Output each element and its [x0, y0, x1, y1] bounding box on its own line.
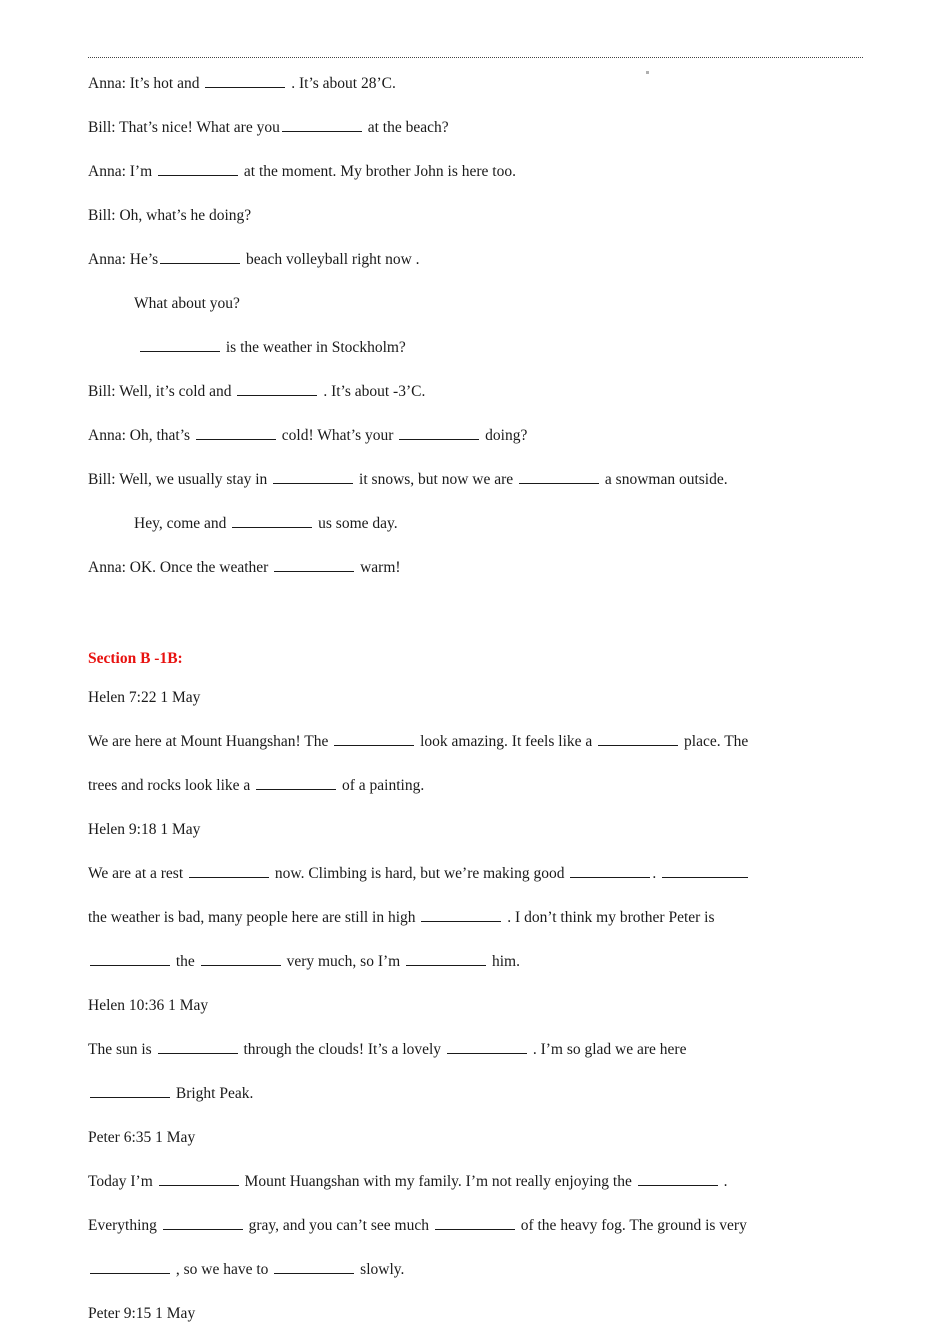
dialogue-text: Anna: I’m	[88, 163, 153, 180]
post-author-time: Helen 7:22 1 May	[88, 689, 201, 706]
dialogue-text: at the beach?	[367, 119, 449, 136]
dialogue-text: warm!	[360, 559, 401, 576]
section-b	[88, 642, 868, 1336]
header-dotted-rule	[88, 57, 863, 58]
fill-in-blank[interactable]	[282, 116, 362, 132]
dialogue-text: doing?	[485, 427, 528, 444]
post-text: him.	[491, 953, 520, 970]
document-content	[88, 62, 868, 1336]
dialogue-line-bill-4b	[88, 502, 868, 546]
post-row	[88, 852, 868, 896]
fill-in-blank[interactable]	[237, 380, 317, 396]
post-text: slowly.	[360, 1261, 405, 1278]
fill-in-blank[interactable]	[201, 950, 281, 966]
fill-in-blank[interactable]	[256, 774, 336, 790]
fill-in-blank[interactable]	[598, 730, 678, 746]
fill-in-blank[interactable]	[196, 424, 276, 440]
fill-in-blank[interactable]	[232, 512, 312, 528]
dialogue-text: Bill: Well, it’s cold and	[88, 383, 232, 400]
post-text: Today I’m	[88, 1173, 153, 1190]
post-text: trees and rocks look like a	[88, 777, 251, 794]
post-row	[88, 720, 868, 764]
post-author-time: Peter 9:15 1 May	[88, 1305, 196, 1322]
fill-in-blank[interactable]	[189, 862, 269, 878]
dialogue-text: it snows, but now we are	[359, 471, 514, 488]
fill-in-blank[interactable]	[158, 1038, 238, 1054]
dialogue-text: Bill: Well, we usually stay in	[88, 471, 268, 488]
post-row	[88, 1072, 868, 1116]
dialogue-text: Anna: It’s hot and	[88, 75, 200, 92]
post-text: gray, and you can’t see much	[248, 1217, 429, 1234]
dialogue-line-anna-5	[88, 546, 868, 590]
post-text: the weather is bad, many people here are still in high	[88, 909, 416, 926]
post-text: . I don’t think my brother Peter is	[507, 909, 715, 926]
post-row	[88, 1028, 868, 1072]
post-text: of a painting.	[342, 777, 425, 794]
fill-in-blank[interactable]	[399, 424, 479, 440]
dialogue-line-anna-2	[88, 150, 868, 194]
post-text: .	[652, 865, 657, 882]
fill-in-blank[interactable]	[447, 1038, 527, 1054]
post-text: the	[175, 953, 195, 970]
dialogue-text: cold! What’s your	[281, 427, 394, 444]
fill-in-blank[interactable]	[160, 248, 240, 264]
fill-in-blank[interactable]	[90, 950, 170, 966]
post-row	[88, 896, 868, 940]
post-row	[88, 764, 868, 808]
fill-in-blank[interactable]	[638, 1170, 718, 1186]
dialogue-line-anna-3b	[88, 282, 868, 326]
post-text: place. The	[684, 733, 749, 750]
post-text: look amazing. It feels like a	[420, 733, 593, 750]
post-row	[88, 940, 868, 984]
post-text: Bright Peak.	[175, 1085, 254, 1102]
dialogue-text: Bill: Oh, what’s he doing?	[88, 207, 252, 224]
post-author-time: Helen 9:18 1 May	[88, 821, 201, 838]
post-text: . I’m so glad we are here	[532, 1041, 687, 1058]
post-text: We are here at Mount Huangshan! The	[88, 733, 329, 750]
dialogue-line-bill-1	[88, 106, 868, 150]
fill-in-blank[interactable]	[274, 556, 354, 572]
fill-in-blank[interactable]	[519, 468, 599, 484]
dialogue-line-anna-4	[88, 414, 868, 458]
post-row	[88, 1248, 868, 1292]
post-row	[88, 1204, 868, 1248]
fill-in-blank[interactable]	[159, 1170, 239, 1186]
post-text: Everything	[88, 1217, 157, 1234]
dialogue-text: . It’s about 28’C.	[291, 75, 396, 92]
dialogue-line-anna-1	[88, 62, 868, 106]
post-text: through the clouds! It’s a lovely	[243, 1041, 442, 1058]
post-row	[88, 1160, 868, 1204]
dialogue-line-bill-4	[88, 458, 868, 502]
dialogue-line-bill-3	[88, 370, 868, 414]
post-body	[88, 1028, 868, 1116]
post-body	[88, 1160, 868, 1292]
dialogue-text: is the weather in Stockholm?	[225, 339, 406, 356]
fill-in-blank[interactable]	[274, 1258, 354, 1274]
dialogue-text: Anna: He’s	[88, 251, 159, 268]
post-text: now. Climbing is hard, but we’re making good	[274, 865, 565, 882]
dialogue-text: Anna: Oh, that’s	[88, 427, 191, 444]
fill-in-blank[interactable]	[273, 468, 353, 484]
dialogue-text: beach volleyball right now .	[246, 251, 420, 268]
dialogue-line-anna-3	[88, 238, 868, 282]
post-text: The sun is	[88, 1041, 152, 1058]
dialogue-line-anna-3c	[88, 326, 868, 370]
dialogue-text: . It’s about -3’C.	[323, 383, 426, 400]
post-text: very much, so I’m	[286, 953, 401, 970]
fill-in-blank[interactable]	[406, 950, 486, 966]
fill-in-blank[interactable]	[140, 336, 220, 352]
dialogue-text: a snowman outside.	[604, 471, 728, 488]
post-author-time: Helen 10:36 1 May	[88, 997, 209, 1014]
dialogue-text: Anna: OK. Once the weather	[88, 559, 269, 576]
post-author-time: Peter 6:35 1 May	[88, 1129, 196, 1146]
fill-in-blank[interactable]	[90, 1082, 170, 1098]
post-text: , so we have to	[175, 1261, 269, 1278]
fill-in-blank[interactable]	[662, 862, 748, 878]
dialogue-text: Bill: That’s nice! What are you	[88, 119, 280, 136]
section-spacer	[88, 590, 868, 642]
dialogue-line-bill-2	[88, 194, 868, 238]
dialogue-text: Hey, come and	[134, 515, 227, 532]
post-text: of the heavy fog. The ground is very	[520, 1217, 747, 1234]
dialogue-text: at the moment. My brother John is here too.	[243, 163, 516, 180]
fill-in-blank[interactable]	[158, 160, 238, 176]
post-text: Mount Huangshan with my family. I’m not really enjoying the	[244, 1173, 632, 1190]
dialogue-text: us some day.	[318, 515, 398, 532]
fill-in-blank[interactable]	[334, 730, 414, 746]
fill-in-blank[interactable]	[163, 1214, 243, 1230]
post-body	[88, 720, 868, 808]
fill-in-blank[interactable]	[421, 906, 501, 922]
fill-in-blank[interactable]	[205, 72, 285, 88]
post-text: .	[723, 1173, 728, 1190]
section-b-heading: Section B -1B:	[88, 650, 183, 667]
dialogue-text: What about you?	[134, 295, 240, 312]
fill-in-blank[interactable]	[570, 862, 650, 878]
post-body	[88, 852, 868, 984]
post-text: We are at a rest	[88, 865, 184, 882]
fill-in-blank[interactable]	[90, 1258, 170, 1274]
fill-in-blank[interactable]	[435, 1214, 515, 1230]
dialogue-section	[88, 62, 868, 590]
